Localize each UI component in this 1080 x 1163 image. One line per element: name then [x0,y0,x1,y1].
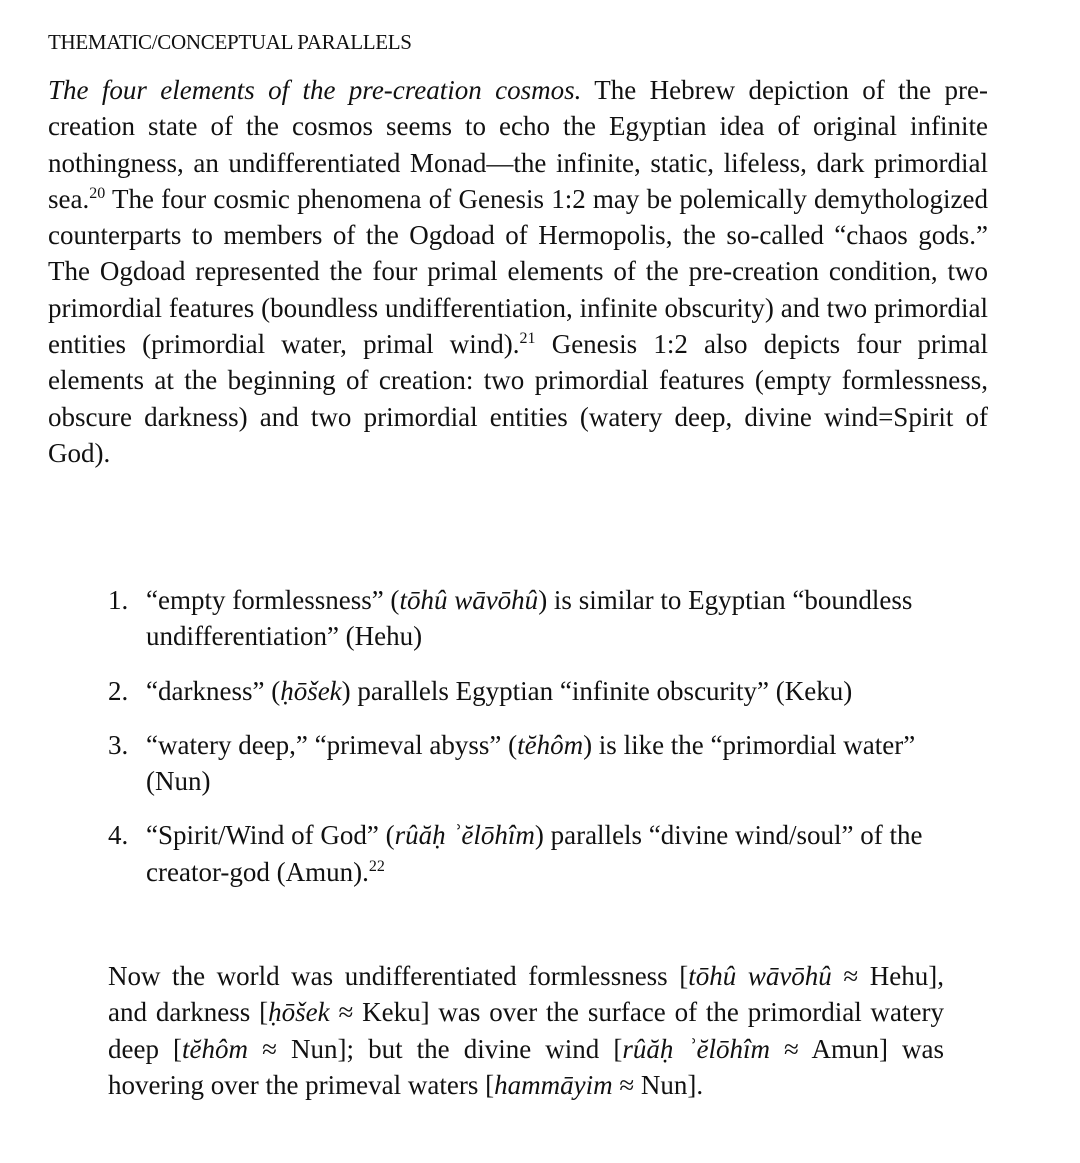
footnote-ref-21: 21 [519,330,536,348]
list-text: ) parallels “divine wind/soul” of the creator-god (Amun). [146,820,923,887]
quote-text: ≈ Keku] was over the surface of the primordial watery deep [ [108,997,945,1064]
quote-text: Now the world was undifferentiated formlessness [ [108,961,689,991]
footnote-ref-22: 22 [368,857,385,875]
quote-text: ≈ Nun]; but the divine wind [ [248,1033,623,1064]
section-heading: THEMATIC/CONCEPTUAL PARALLELS [48,30,412,54]
footnote-ref-20: 20 [89,184,106,202]
list-text: “Spirit/Wind of God” ( [146,820,395,851]
quote-term: ḥōšek [268,997,330,1028]
intro-paragraph [48,72,988,471]
list-text: “watery deep,” “primeval abyss” ( [146,729,518,760]
list-item [108,582,968,655]
list-text: “darkness” ( [146,675,281,706]
list-text: ) parallels Egyptian “infinite obscurity” (Keku) [341,675,853,706]
paragraph-text-2: The four cosmic phenomena of Genesis 1:2 may be polemically demythologized counterparts to members of the Ogdoad of Hermopolis, the so-called “chaos gods.” The Ogdoad represented the four primal elements of the pre-creation condition, two primordial features (boundless undifferentiation, infinite obscurity) and two primordial entities (primordial water, primal wind). [48,183,988,360]
paragraph-text-3: Genesis 1:2 also depicts four primal elements at the beginning of creation: two primordial features (empty formlessness, obscure darkness) and two primordial entities (watery deep, divine wind=Spirit of God). [48,329,989,468]
list-text: ) is like the “primordial water” (Nun) [146,729,916,797]
quote-term: rûăḥ ʾĕlōhîm [622,1033,770,1064]
parallels-list [108,582,968,908]
list-item [108,817,968,890]
list-number: 1. [108,585,129,615]
quote-text: ≈ Nun]. [612,1069,704,1100]
paragraph-text-1: The Hebrew depiction of the pre-creation state of the cosmos seems to echo the Egyptian idea of original infinite nothingness, an undifferentiated Monad—the infinite, static, lifeless, dark primordial sea. [48,75,988,214]
hebrew-term: rûăḥ ʾĕlōhîm [394,820,535,851]
hebrew-term: tōhû wāvōhû [399,585,539,615]
quote-text: ≈ Amun] was hovering over the primeval waters [ [108,1033,945,1100]
list-number: 2. [108,675,129,706]
hebrew-term: ḥōšek [280,675,342,706]
list-item [108,673,968,709]
translation-quote [108,958,944,1103]
quote-term: tĕhôm [182,1033,249,1064]
quote-term: hammāyim [494,1069,613,1100]
list-number: 3. [108,729,129,760]
list-text: “empty formlessness” ( [146,585,400,615]
paragraph-lead: The four elements of the pre-creation cosmos. [48,75,582,105]
quote-text: ≈ Hehu], and darkness [ [108,961,944,1028]
list-text: ) is similar to Egyptian “boundless undifferentiation” (Hehu) [146,585,913,652]
quote-term: tōhû wāvōhû [688,961,832,991]
list-item [108,727,968,800]
hebrew-term: tĕhôm [517,729,584,760]
list-number: 4. [108,820,129,851]
